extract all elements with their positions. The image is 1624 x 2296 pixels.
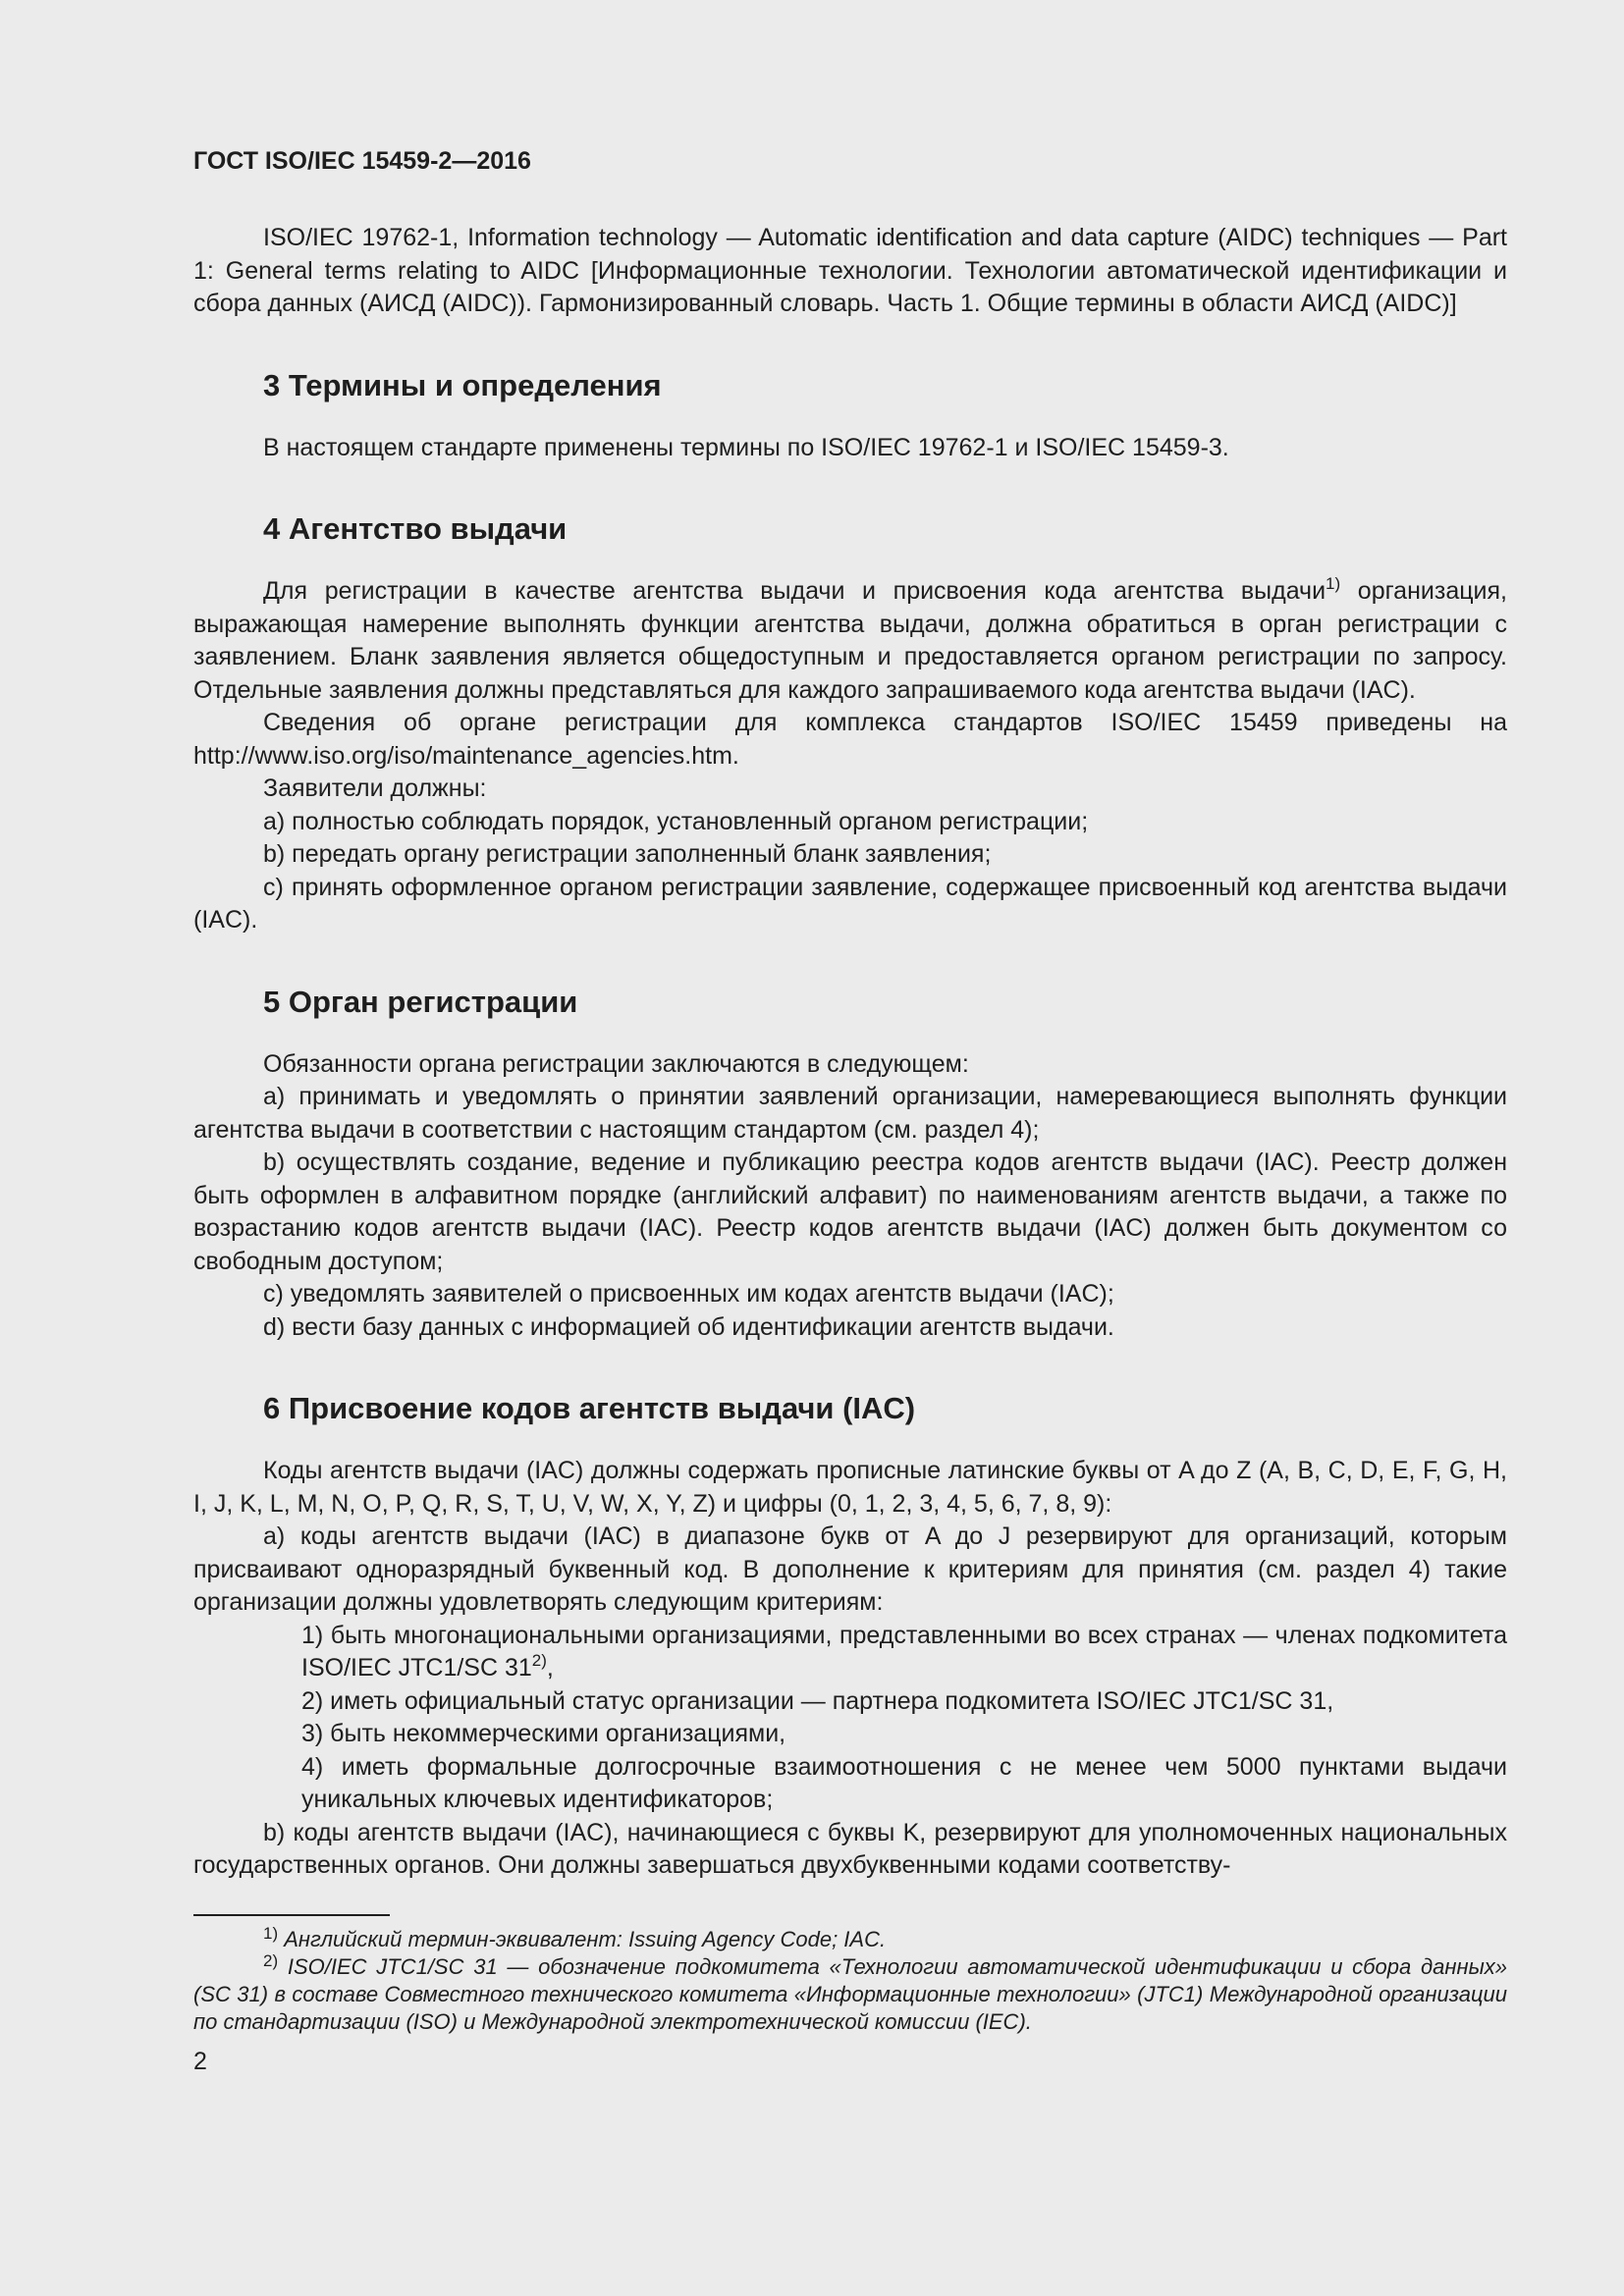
footnote-ref-1: 1) bbox=[1326, 574, 1341, 593]
subitem-1-text-cont: , bbox=[546, 1654, 554, 1682]
footnote-divider bbox=[193, 1914, 390, 1916]
section-3-paragraph: В настоящем стандарте применены термины по ISO/IEC 19762-1 и ISO/IEC 15459-3. bbox=[263, 433, 1229, 461]
footnote-2 bbox=[193, 1950, 1507, 2036]
section-4-item-b: b) передать органу регистрации заполненный бланк заявления; bbox=[263, 840, 992, 868]
section-5-item-b: b) осуществлять создание, ведение и публикацию реестра кодов агентств выдачи (IAC). Реестр должен быть оформлен в алфавитном порядке (английский алфавит) по наименованиям агентств выдачи, а также по возрастанию кодов агентств выдачи (IAC). Реестр кодов агентств выдачи (IAC) должен быть документом со свободным доступом; bbox=[193, 1148, 1507, 1275]
section-5-title: 5 Орган регистрации bbox=[263, 984, 578, 1019]
footnote-1-number: 1) bbox=[263, 1923, 279, 1943]
footnote-2-text: ISO/IEC JTC1/SC 31 — обозначение подкомитета «Технологии автоматической идентификации и сбора данных» (SC 31) в составе Совместного технического комитета «Информационные технологии» (JTC1) Международной организации по стандартизации (ISO) и Международной электротехнической комиссии (IEC). bbox=[193, 1953, 1507, 2034]
document-header: ГОСТ ISO/IEC 15459-2—2016 bbox=[193, 147, 531, 175]
section-4-title: 4 Агентство выдачи bbox=[263, 511, 568, 546]
section-5-paragraph: Обязанности органа регистрации заключаются в следующем: bbox=[263, 1049, 969, 1078]
section-4-p1-text-cont: организация, выражающая намерение выполнять функции агентства выдачи, должна обратиться в орган регистрации с заявлением. Бланк заявления является общедоступным и предоставляется органом регистрации по запросу. Отдельные заявления должны представляться для каждого запрашиваемого кода агентства выдачи (IAC). bbox=[193, 577, 1507, 704]
section-4-paragraph-3: Заявители должны: bbox=[263, 774, 487, 802]
subitem-1-text: 1) быть многонациональными организациями, представленными во всех странах — членах подкомитета ISO/IEC JTC1/SC 31 bbox=[301, 1621, 1507, 1682]
section-6-item-a: a) коды агентств выдачи (IAC) в диапазоне букв от A до J резервируют для организаций, которым присваивают одноразрядный буквенный код. В дополнение к критериям для принятия (см. раздел 4) такие организации должны удовлетворять следующим критериям: bbox=[193, 1522, 1507, 1616]
section-6-item-b: b) коды агентств выдачи (IAC), начинающиеся с буквы K, резервируют для уполномоченных национальных государственных органов. Они должны завершаться двухбуквенными кодами соответству- bbox=[193, 1818, 1507, 1879]
footnote-2-number: 2) bbox=[263, 1950, 279, 1970]
footnote-1 bbox=[193, 1923, 1507, 1953]
section-6-subitem-1 bbox=[193, 1620, 1507, 1685]
section-4-paragraph-2: Сведения об органе регистрации для комплекса стандартов ISO/IEC 15459 приведены на http://www.iso.org/iso/maintenance_agencies.htm. bbox=[193, 709, 1507, 770]
page-number: 2 bbox=[193, 2047, 207, 2075]
section-4-paragraph-1 bbox=[193, 575, 1507, 707]
section-5-item-d: d) вести базу данных с информацией об идентификации агентств выдачи. bbox=[263, 1312, 1114, 1341]
section-4-p1-text: Для регистрации в качестве агентства выдачи и присвоения кода агентства выдачи bbox=[263, 577, 1326, 605]
section-5-item-a: a) принимать и уведомлять о принятии заявлений организации, намеревающиеся выполнять функции агентства выдачи в соответствии с настоящим стандартом (см. раздел 4); bbox=[193, 1083, 1507, 1144]
section-5-item-c: c) уведомлять заявителей о присвоенных им кодах агентств выдачи (IAC); bbox=[263, 1280, 1114, 1308]
page-content bbox=[193, 145, 1507, 2078]
section-4-item-c: c) принять оформленное органом регистрации заявление, содержащее присвоенный код агентства выдачи (IAC). bbox=[193, 873, 1507, 934]
section-6-subitem-4: 4) иметь формальные долгосрочные взаимоотношения с не менее чем 5000 пунктами выдачи уникальных ключевых идентификаторов; bbox=[301, 1752, 1507, 1813]
section-6-subitem-2: 2) иметь официальный статус организации — партнера подкомитета ISO/IEC JTC1/SC 31, bbox=[301, 1686, 1334, 1715]
section-6-title: 6 Присвоение кодов агентств выдачи (IAC) bbox=[263, 1391, 916, 1425]
footnote-1-text: Английский термин-эквивалент: Issuing Agency Code; IAC. bbox=[284, 1926, 887, 1951]
section-4-item-a: a) полностью соблюдать порядок, установленный органом регистрации; bbox=[263, 807, 1089, 835]
section-3-title: 3 Термины и определения bbox=[263, 367, 662, 402]
footnote-ref-2: 2) bbox=[531, 1651, 547, 1670]
section-6-subitem-3: 3) быть некоммерческими организациями, bbox=[301, 1720, 786, 1747]
section-6-paragraph: Коды агентств выдачи (IAC) должны содержать прописные латинские буквы от A до Z (A, B, C, D, E, F, G, H, I, J, K, L, M, N, O, P, Q, R, S, T, U, V, W, X, Y, Z) и цифры (0, 1, 2, 3, 4, 5, 6, 7, 8, 9): bbox=[193, 1457, 1507, 1518]
intro-reference: ISO/IEC 19762-1, Information technology — Automatic identification and data capture (AIDC) techniques — Part 1: General terms relating to AIDC [Информационные технологии. Технологии автоматической идентификации и сбора данных (АИСД (AIDC)). Гармонизированный словарь. Часть 1. Общие термины в области АИСД (AIDC)] bbox=[193, 224, 1507, 317]
